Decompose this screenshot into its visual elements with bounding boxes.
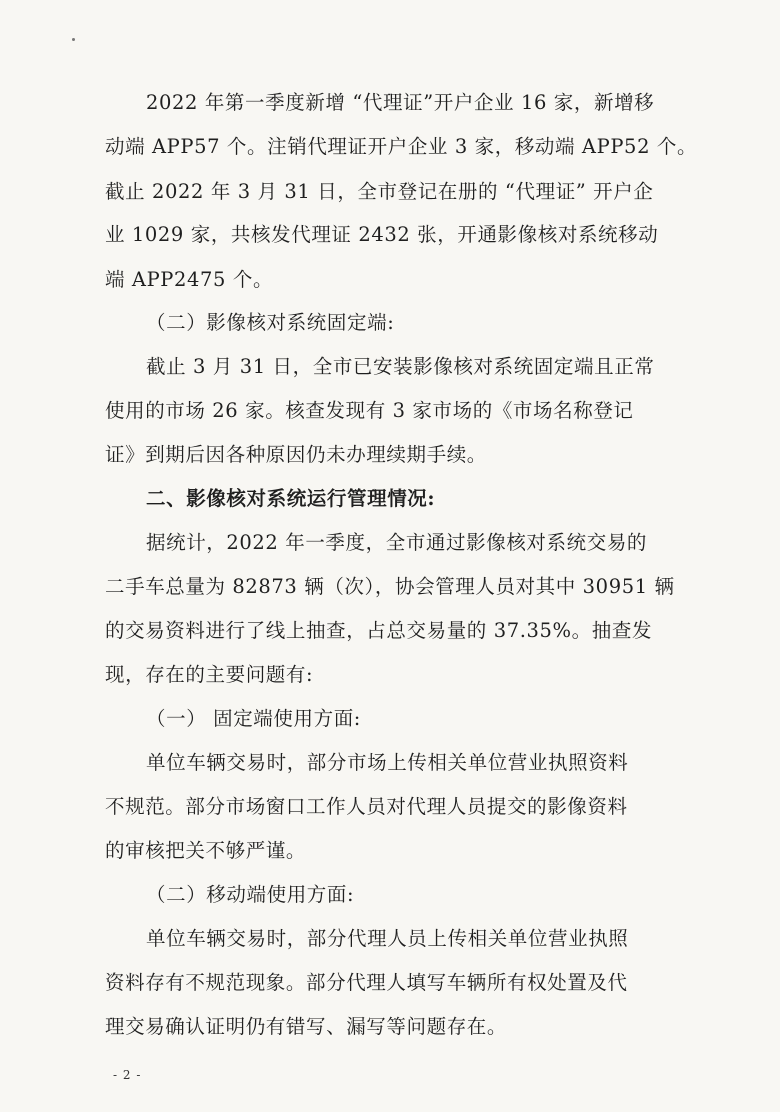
body-text-line: 二手车总量为 82873 辆（次），协会管理人员对其中 30951 辆 xyxy=(105,575,675,598)
body-text-line: 截止 3 月 31 日，全市已安装影像核对系统固定端且正常 xyxy=(146,355,655,378)
body-text-line: 理交易确认证明仍有错写、漏写等问题存在。 xyxy=(105,1015,508,1038)
body-text-line: 使用的市场 26 家。核查发现有 3 家市场的《市场名称登记 xyxy=(105,399,634,422)
body-text-line: 2022 年第一季度新增 “代理证”开户企业 16 家，新增移 xyxy=(146,91,655,114)
section-heading: （一） 固定端使用方面: xyxy=(146,707,361,730)
body-text-line: 据统计，2022 年一季度，全市通过影像核对系统交易的 xyxy=(146,531,648,554)
body-text-line: 不规范。部分市场窗口工作人员对代理人员提交的影像资料 xyxy=(105,795,628,818)
body-text-line: 截止 2022 年 3 月 31 日，全市登记在册的 “代理证” 开户企 xyxy=(105,180,654,203)
section-heading: （二）移动端使用方面: xyxy=(146,883,355,906)
body-text-line: 业 1029 家，共核发代理证 2432 张，开通影像核对系统移动 xyxy=(105,223,659,246)
body-text-line: 现，存在的主要问题有: xyxy=(105,663,314,686)
main-heading: 二、影像核对系统运行管理情况: xyxy=(146,487,436,510)
body-text-line: 单位车辆交易时，部分代理人员上传相关单位营业执照 xyxy=(146,927,629,950)
scan-mark xyxy=(72,38,75,41)
body-text-line: 证》到期后因各种原因仍未办理续期手续。 xyxy=(105,443,487,466)
body-text-line: 单位车辆交易时，部分市场上传相关单位营业执照资料 xyxy=(146,751,629,774)
body-text-line: 的审核把关不够严谨。 xyxy=(105,839,307,862)
body-text-line: 动端 APP57 个。注销代理证开户企业 3 家，移动端 APP52 个。 xyxy=(105,135,698,158)
body-text-line: 资料存有不规范现象。部分代理人填写车辆所有权处置及代 xyxy=(105,971,628,994)
section-heading: （二）影像核对系统固定端: xyxy=(146,311,395,334)
body-text-line: 端 APP2475 个。 xyxy=(105,268,274,291)
page-number: - 2 - xyxy=(113,1068,142,1082)
body-text-line: 的交易资料进行了线上抽查，占总交易量的 37.35%。抽查发 xyxy=(105,619,653,642)
